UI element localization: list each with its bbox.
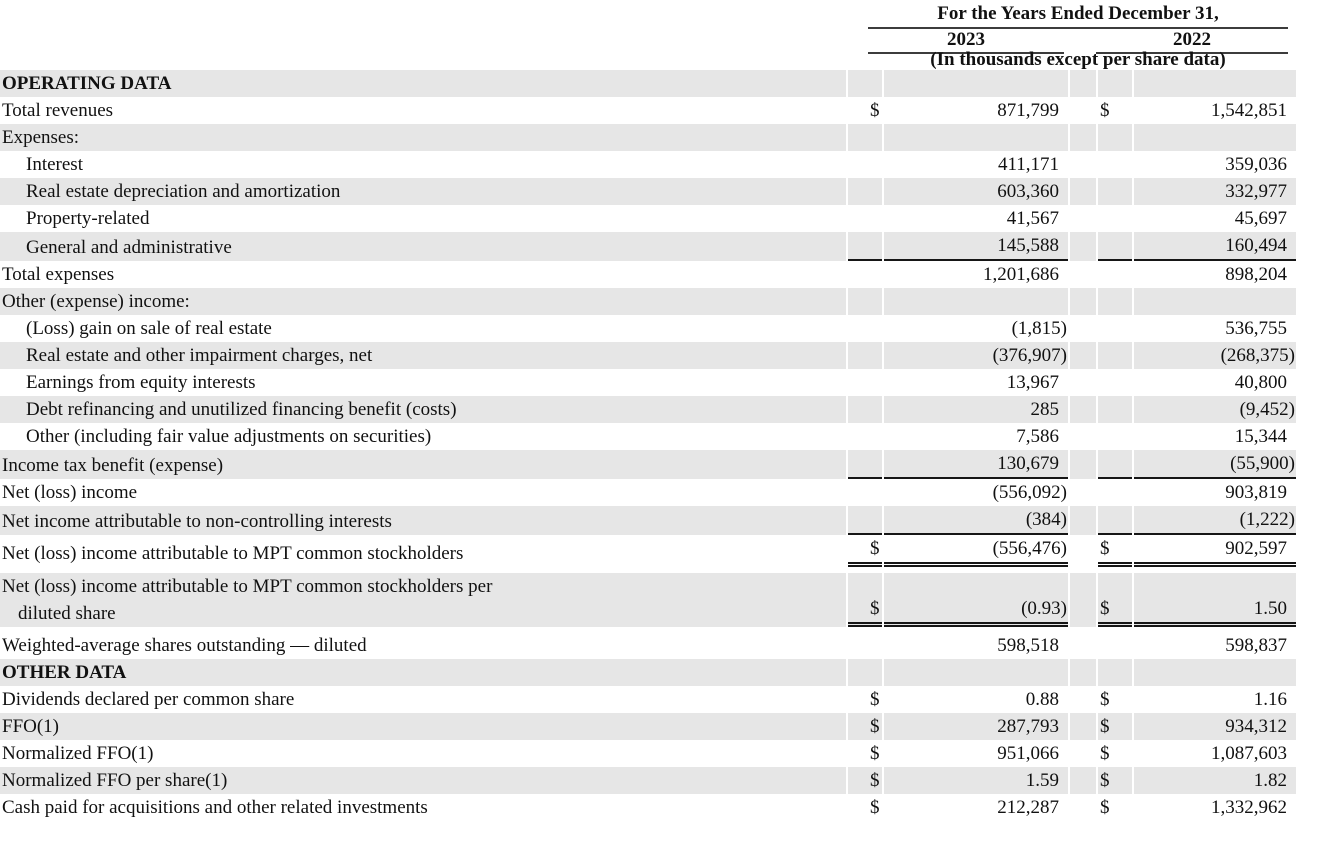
value-2022: 1.50: [1134, 573, 1296, 627]
column-gap: [1070, 713, 1096, 740]
table-row: [0, 70, 1296, 97]
value-2023: 41,567: [1006, 208, 1059, 229]
value-2022: 40,800: [1234, 372, 1287, 393]
value-2023: (376,907): [884, 342, 1068, 369]
value-2022: [1134, 659, 1296, 686]
column-gap: [1070, 261, 1096, 288]
value-2023: 871,799: [997, 100, 1059, 121]
column-gap: [1070, 288, 1096, 315]
table-row: [0, 205, 1296, 232]
dollar-sign-2022: [1098, 261, 1132, 288]
table-row: [0, 713, 1296, 740]
column-gap: [1070, 632, 1096, 659]
value-2022: 598,837: [1225, 635, 1287, 656]
value-2023: (0.93): [884, 573, 1068, 627]
dollar-sign-2022: [1098, 479, 1132, 506]
dollar-sign-2023: $: [870, 743, 880, 764]
dollar-sign-2022: [1098, 315, 1132, 342]
table-row: [0, 97, 1296, 124]
dollar-sign-2022: $: [1098, 573, 1132, 627]
value-2022: 359,036: [1225, 154, 1287, 175]
table-row: [0, 479, 1296, 506]
dollar-sign-2023: [848, 659, 882, 686]
value-2022: (55,900): [1134, 450, 1296, 479]
value-2023: [884, 659, 1068, 686]
column-gap: [1070, 342, 1096, 369]
dollar-sign-2022: [1098, 151, 1132, 178]
value-2022: 15,344: [1234, 426, 1287, 447]
value-2022: 45,697: [1234, 208, 1287, 229]
dollar-sign-2023: $: [848, 573, 882, 627]
value-2022: 903,819: [1225, 482, 1287, 503]
dollar-sign-2022: [1098, 423, 1132, 450]
column-gap: [1070, 232, 1096, 261]
dollar-sign-2023: [848, 315, 882, 342]
row-label: Total expenses: [2, 264, 115, 285]
value-2022: 1.16: [1253, 689, 1287, 710]
dollar-sign-2022: [1098, 342, 1132, 369]
dollar-sign-2023: [848, 261, 882, 288]
value-2023: 598,518: [997, 635, 1059, 656]
value-2023: 411,171: [997, 154, 1059, 175]
column-gap: [1070, 686, 1096, 713]
column-gap: [1070, 151, 1096, 178]
column-gap: [1070, 423, 1096, 450]
value-2023: 145,588: [884, 232, 1068, 261]
value-2023: (1,815): [1011, 318, 1067, 339]
table-row: [0, 288, 1296, 315]
value-2022: 332,977: [1134, 178, 1296, 205]
row-label: Normalized FFO per share(1): [0, 767, 846, 794]
row-label: [0, 573, 846, 627]
row-label: Net income attributable to non-controlling interests: [0, 506, 846, 535]
dollar-sign-2022: [1098, 396, 1132, 423]
dollar-sign-2022: [1098, 659, 1132, 686]
row-label: General and administrative: [0, 232, 846, 261]
dollar-sign-2023: [848, 479, 882, 506]
column-gap: [1070, 396, 1096, 423]
header-period-title: For the Years Ended December 31,: [868, 3, 1288, 29]
dollar-sign-2022: [1098, 632, 1132, 659]
column-gap: [1070, 178, 1096, 205]
value-2023: 1.59: [884, 767, 1068, 794]
dollar-sign-2023: [848, 124, 882, 151]
value-2023: 130,679: [884, 450, 1068, 479]
dollar-sign-2022: $: [1098, 767, 1132, 794]
row-label: Expenses:: [0, 124, 846, 151]
column-gap: [1070, 794, 1096, 821]
column-gap: [1070, 70, 1096, 97]
table-row: [0, 315, 1296, 342]
value-2023: 285: [884, 396, 1068, 423]
table-row: [0, 740, 1296, 767]
column-gap: [1070, 479, 1096, 506]
value-2022: (9,452): [1134, 396, 1296, 423]
row-label: OPERATING DATA: [0, 70, 846, 97]
dollar-sign-2022: [1098, 178, 1132, 205]
dollar-sign-2023: [848, 288, 882, 315]
column-gap: [1070, 205, 1096, 232]
value-2022: 536,755: [1225, 318, 1287, 339]
value-2023: (556,476): [884, 535, 1068, 567]
value-2022: (1,222): [1134, 506, 1296, 535]
value-2023: [884, 70, 1068, 97]
value-2022: 160,494: [1134, 232, 1296, 261]
row-label: Other (expense) income:: [0, 288, 846, 315]
value-2022: [1134, 70, 1296, 97]
table-row: [0, 535, 1296, 567]
dollar-sign-2023: [848, 396, 882, 423]
value-2023: 287,793: [884, 713, 1068, 740]
row-label: Interest: [26, 154, 83, 175]
row-label: Weighted-average shares outstanding — diluted: [2, 635, 367, 656]
column-gap: [1070, 573, 1096, 627]
row-label: Dividends declared per common share: [2, 689, 295, 710]
table-row: [0, 794, 1296, 821]
column-gap: [1070, 97, 1096, 124]
column-gap: [1070, 506, 1096, 535]
header-year-2023: 2023: [868, 30, 1064, 54]
value-2023: (384): [884, 506, 1068, 535]
table-row: [0, 767, 1296, 794]
value-2023: 1,201,686: [983, 264, 1059, 285]
value-2022: [1134, 288, 1296, 315]
dollar-sign-2023: $: [870, 689, 880, 710]
dollar-sign-2023: [848, 232, 882, 261]
row-label-line-1: Net (loss) income attributable to MPT common stockholders per: [2, 576, 493, 597]
row-label: Net (loss) income: [2, 482, 138, 503]
table-row: [0, 232, 1296, 261]
row-label: Real estate depreciation and amortization: [0, 178, 846, 205]
row-label: Cash paid for acquisitions and other related investments: [2, 797, 428, 818]
table-row: [0, 506, 1296, 535]
table-row: [0, 396, 1296, 423]
dollar-sign-2022: $: [1100, 100, 1110, 121]
dollar-sign-2023: [848, 632, 882, 659]
table-row: [0, 573, 1296, 627]
table-row: [0, 423, 1296, 450]
dollar-sign-2023: [848, 205, 882, 232]
table-row: [0, 342, 1296, 369]
dollar-sign-2022: $: [1098, 713, 1132, 740]
table-row: [0, 178, 1296, 205]
dollar-sign-2022: $: [1100, 743, 1110, 764]
table-row: [0, 369, 1296, 396]
row-label: Other (including fair value adjustments on securities): [26, 426, 432, 447]
value-2023: [884, 288, 1068, 315]
row-label: Debt refinancing and unutilized financing benefit (costs): [0, 396, 846, 423]
dollar-sign-2023: [848, 70, 882, 97]
dollar-sign-2022: [1098, 288, 1132, 315]
value-2022: 1,087,603: [1211, 743, 1287, 764]
dollar-sign-2022: $: [1098, 535, 1132, 567]
dollar-sign-2022: [1098, 506, 1132, 535]
value-2022: [1134, 124, 1296, 151]
dollar-sign-2023: $: [848, 535, 882, 567]
row-label: Normalized FFO(1): [2, 743, 154, 764]
row-label: Total revenues: [2, 100, 114, 121]
value-2023: 951,066: [997, 743, 1059, 764]
dollar-sign-2023: $: [848, 713, 882, 740]
value-2022: 898,204: [1225, 264, 1287, 285]
table-row: [0, 659, 1296, 686]
table-row: [0, 261, 1296, 288]
value-2022: 902,597: [1134, 535, 1296, 567]
row-label: Income tax benefit (expense): [0, 450, 846, 479]
column-gap: [1070, 369, 1096, 396]
row-label: Net (loss) income attributable to MPT common stockholders: [2, 543, 464, 564]
value-2022: 934,312: [1134, 713, 1296, 740]
value-2023: 0.88: [1025, 689, 1059, 710]
value-2023: 13,967: [1006, 372, 1059, 393]
column-gap: [1070, 450, 1096, 479]
dollar-sign-2022: [1098, 205, 1132, 232]
dollar-sign-2023: $: [848, 767, 882, 794]
value-2022: (268,375): [1134, 342, 1296, 369]
dollar-sign-2022: $: [1100, 689, 1110, 710]
dollar-sign-2023: [848, 369, 882, 396]
column-gap: [1070, 740, 1096, 767]
value-2023: [884, 124, 1068, 151]
value-2023: (556,092): [992, 482, 1067, 503]
column-gap: [1070, 535, 1096, 567]
dollar-sign-2022: [1098, 124, 1132, 151]
table-row: [0, 632, 1296, 659]
dollar-sign-2022: [1098, 369, 1132, 396]
value-2022: 1,542,851: [1211, 100, 1287, 121]
value-2023: 603,360: [884, 178, 1068, 205]
column-gap: [1070, 315, 1096, 342]
dollar-sign-2022: [1098, 232, 1132, 261]
operating-data-table: [0, 70, 1298, 821]
table-row: [0, 686, 1296, 713]
dollar-sign-2022: [1098, 450, 1132, 479]
table-row: [0, 450, 1296, 479]
dollar-sign-2023: $: [870, 797, 880, 818]
dollar-sign-2023: $: [870, 100, 880, 121]
row-label: FFO(1): [0, 713, 846, 740]
value-2023: 7,586: [1016, 426, 1059, 447]
column-gap: [1070, 767, 1096, 794]
dollar-sign-2023: [848, 151, 882, 178]
dollar-sign-2023: [848, 423, 882, 450]
row-label: (Loss) gain on sale of real estate: [26, 318, 272, 339]
header-units-note: (In thousands except per share data): [930, 49, 1226, 70]
column-gap: [1070, 124, 1096, 151]
row-label: Property-related: [26, 208, 150, 229]
dollar-sign-2023: [848, 450, 882, 479]
dollar-sign-2023: [848, 178, 882, 205]
row-label: OTHER DATA: [0, 659, 846, 686]
dollar-sign-2022: [1098, 70, 1132, 97]
row-label: Earnings from equity interests: [26, 372, 256, 393]
table-row: [0, 151, 1296, 178]
value-2022: 1.82: [1134, 767, 1296, 794]
dollar-sign-2022: $: [1100, 797, 1110, 818]
value-2022: 1,332,962: [1211, 797, 1287, 818]
row-label: Real estate and other impairment charges, net: [0, 342, 846, 369]
dollar-sign-2023: [848, 342, 882, 369]
column-gap: [1070, 659, 1096, 686]
header-year-2022: 2022: [1096, 30, 1288, 54]
dollar-sign-2023: [848, 506, 882, 535]
table-row: [0, 124, 1296, 151]
row-label-line-2: diluted share: [18, 603, 116, 624]
value-2023: 212,287: [997, 797, 1059, 818]
